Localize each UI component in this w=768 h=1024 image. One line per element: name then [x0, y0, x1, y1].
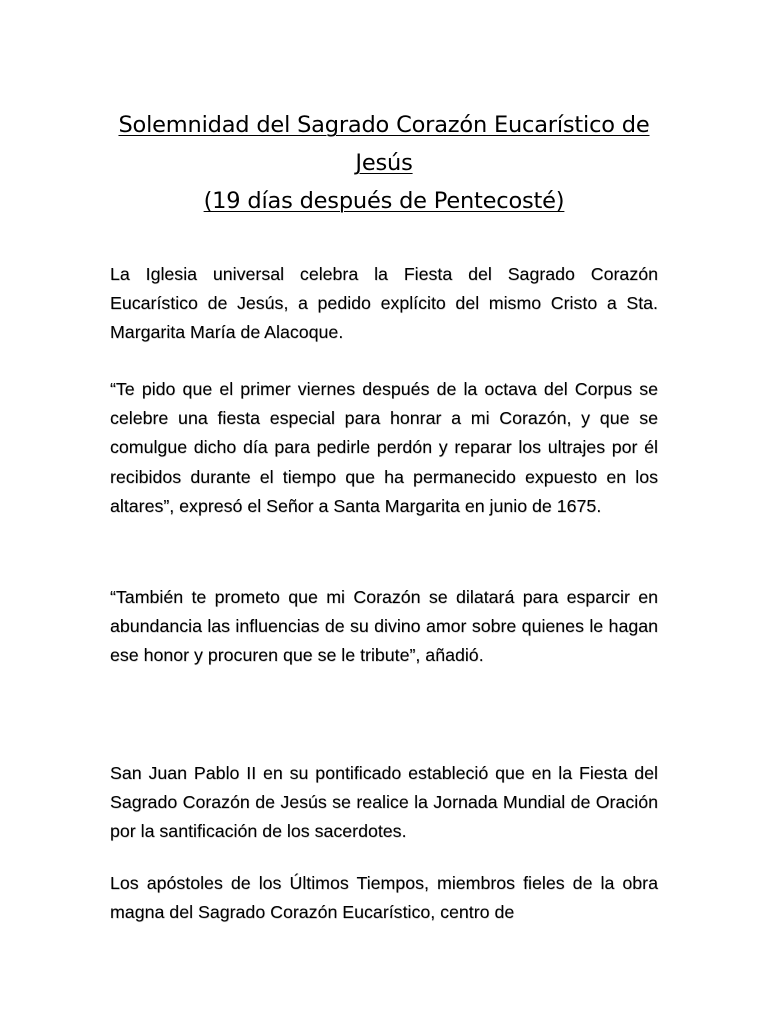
- paragraph-quote-promise: “También te prometo que mi Corazón se dilatará para esparcir en abundancia las influencias de su divino amor sobre quienes le hagan ese honor y procuren que se le tribute”, añadió.: [110, 587, 658, 666]
- title-line-1: Solemnidad del Sagrado Corazón Eucarístico de: [118, 112, 650, 138]
- title-line-2: Jesús: [355, 150, 413, 176]
- paragraph-apostoles: Los apóstoles de los Últimos Tiempos, miembros fieles de la obra magna del Sagrado Corazón Eucarístico, centro de: [110, 873, 658, 923]
- paragraph-quote-request: “Te pido que el primer viernes después de la octava del Corpus se celebre una fiesta especial para honrar a mi Corazón, y que se comulgue dicho día para pedirle perdón y reparar los ultrajes por él recibidos durante el tiempo que ha permanecido expuesto en los altares”, expresó el Señor a Santa Margarita en junio de 1675.: [110, 379, 658, 516]
- paragraph-jornada-mundial: San Juan Pablo II en su pontificado estableció que en la Fiesta del Sagrado Corazón de Jesús se realice la Jornada Mundial de Oración por la santificación de los sacerdotes.: [110, 763, 658, 842]
- document-title: [40, 106, 728, 220]
- paragraph-intro: La Iglesia universal celebra la Fiesta del Sagrado Corazón Eucarístico de Jesús, a pedido explícito del mismo Cristo a Sta. Margarita María de Alacoque.: [110, 264, 658, 343]
- title-line-3: (19 días después de Pentecosté): [203, 188, 565, 214]
